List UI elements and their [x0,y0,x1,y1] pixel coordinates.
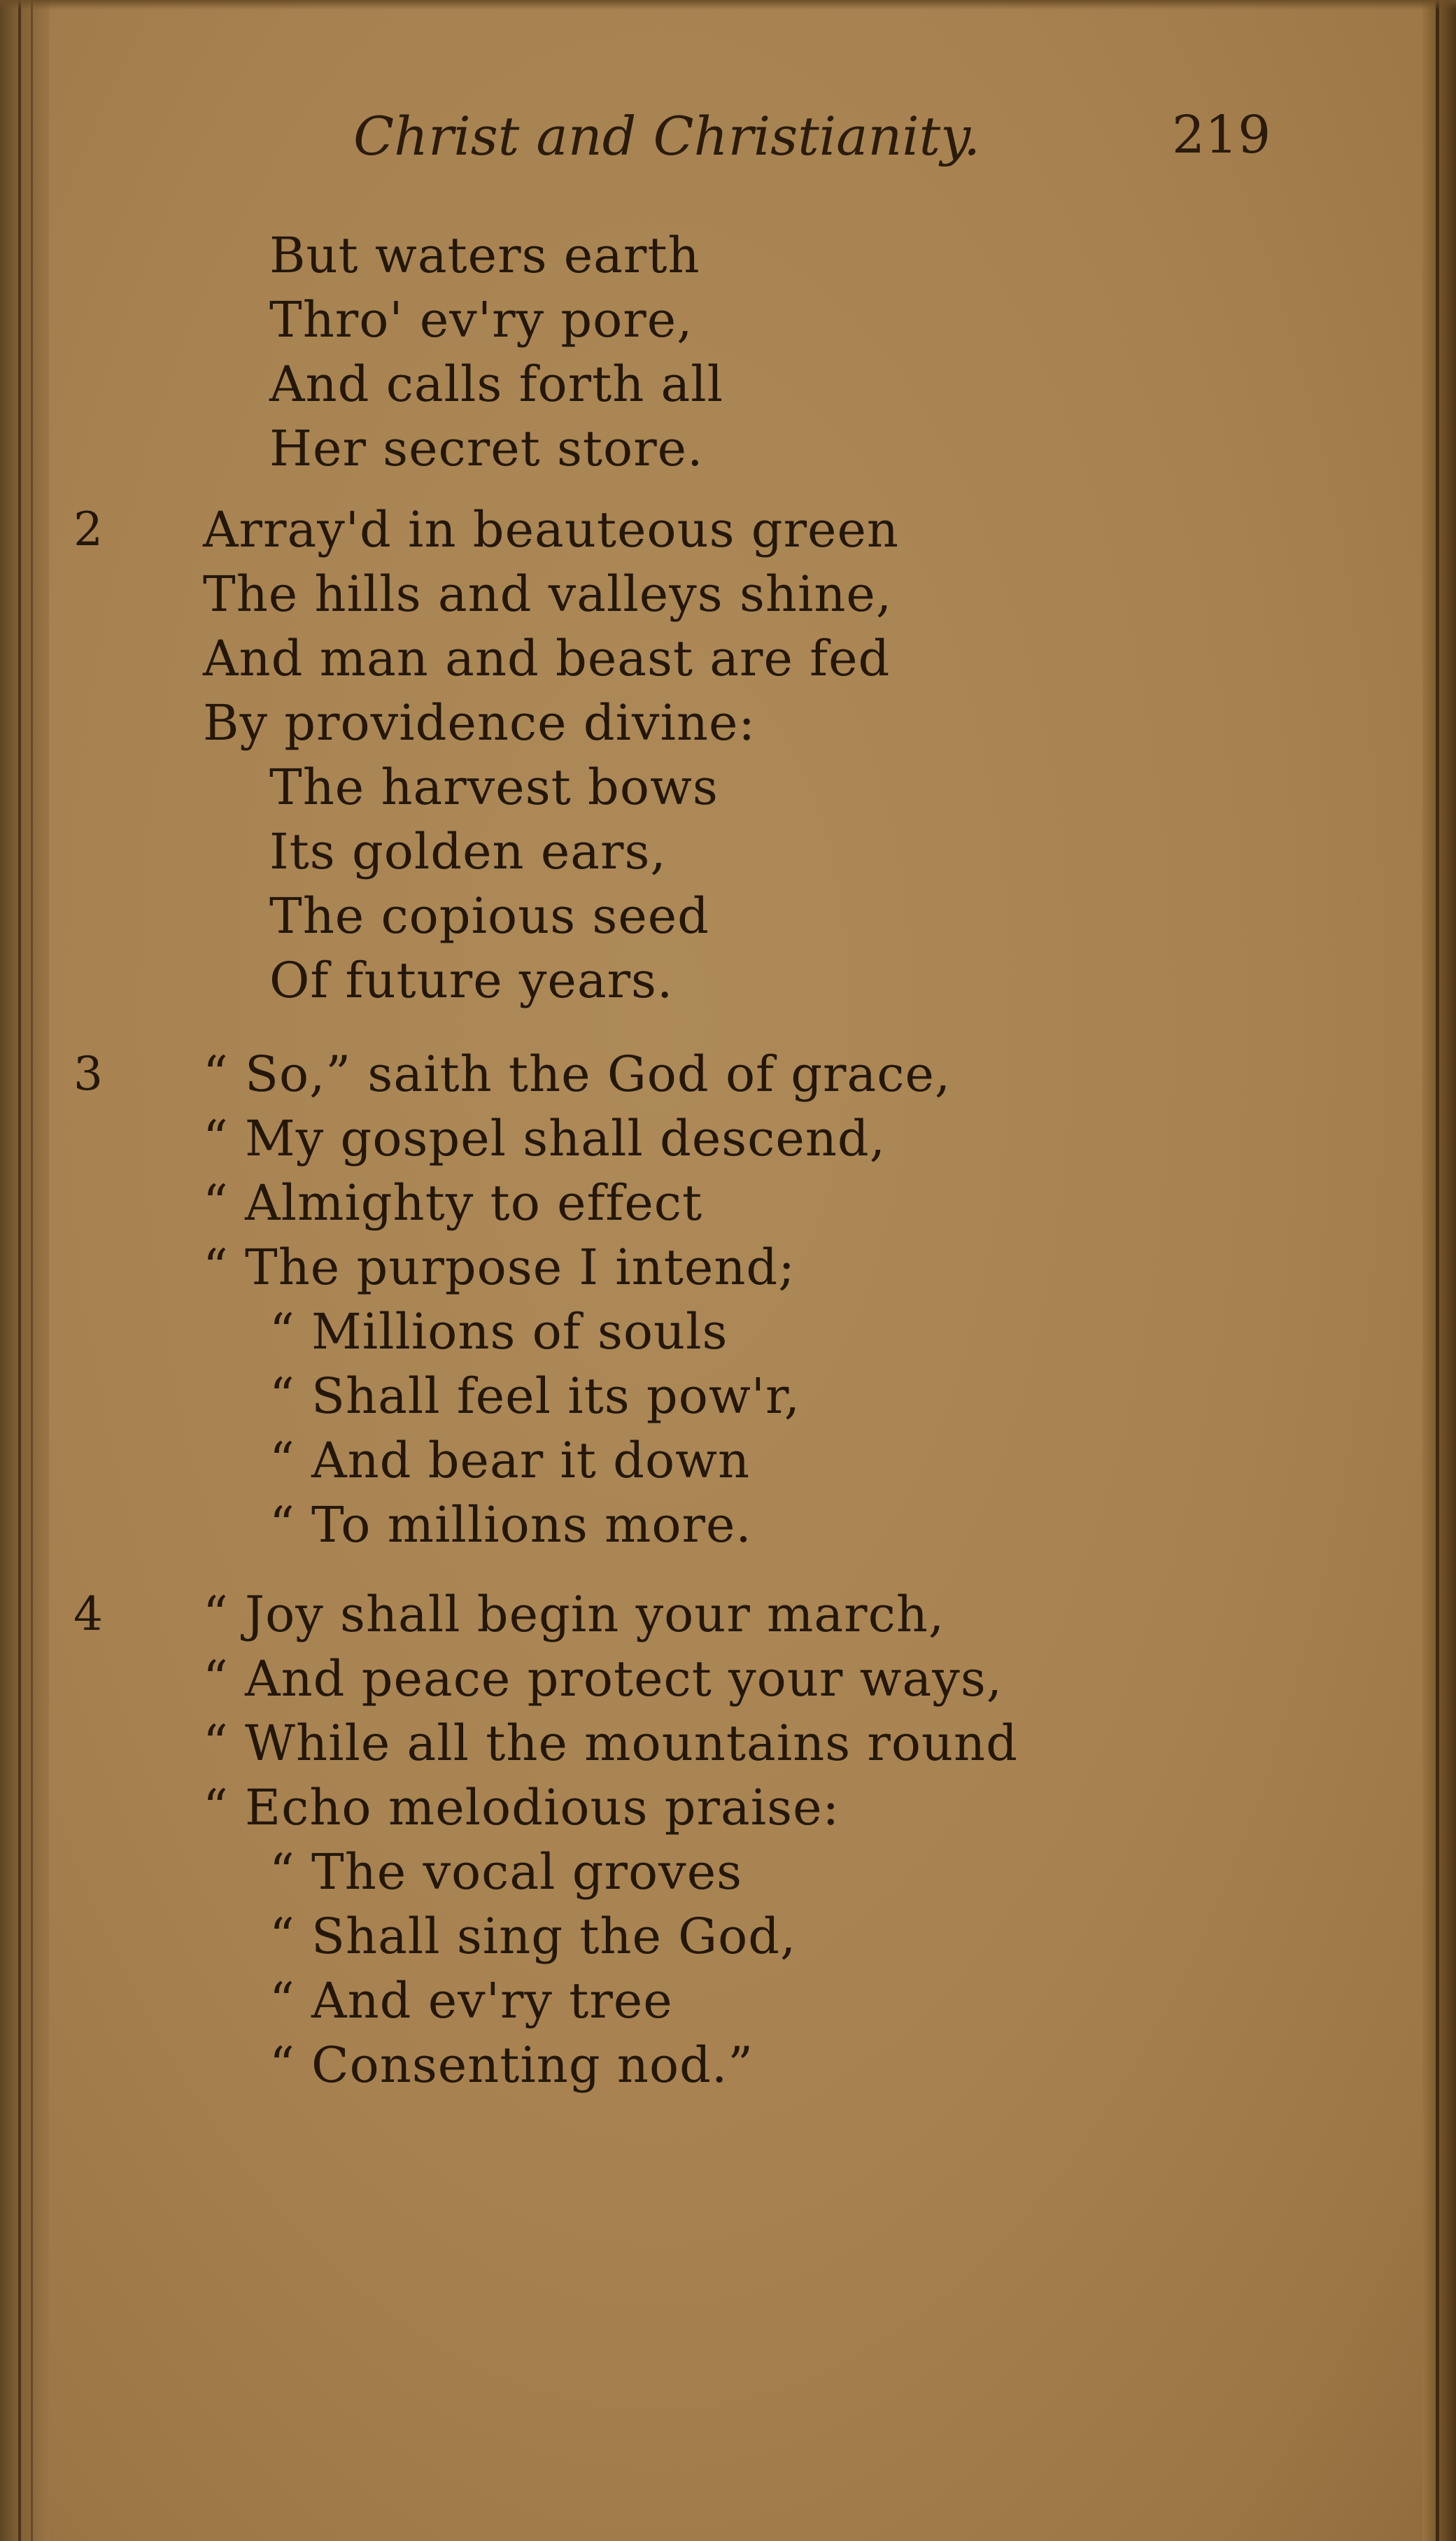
book-spine-edge [0,0,49,2541]
spine-shadow-line [31,0,33,2541]
poem-line: Thro' ev'ry pore, [269,291,693,349]
poem-line: “ The vocal groves [269,1843,743,1901]
page-fore-edge [1422,0,1456,2541]
poem-line: The hills and valleys shine, [203,565,893,623]
poem-line: “ And ev'ry tree [269,1972,673,2029]
verse-number: 3 [73,1047,103,1101]
poem-line: “ And bear it down [269,1432,751,1489]
page-number: 219 [1172,105,1271,165]
poem-line: “ Millions of souls [269,1303,728,1360]
verse-number: 4 [73,1587,103,1641]
poem-line: The copious seed [269,887,709,945]
verse-number: 2 [73,502,103,556]
poem-line: Its golden ears, [269,823,667,880]
poem-line: Array'd in beauteous green [203,501,899,558]
poem-line: “ To millions more. [269,1496,752,1554]
poem-line: “ Consenting nod.” [269,2036,754,2094]
fore-edge-line [1436,0,1439,2541]
poem-line: By providence divine: [203,694,756,752]
poem-line: “ Echo melodious praise: [203,1779,840,1836]
poem-line: “ Shall feel its pow'r, [269,1367,801,1425]
poem-line: But waters earth [269,227,700,284]
running-title: Christ and Christianity. [353,105,981,167]
poem-line: “ Almighty to effect [203,1174,703,1232]
spine-shadow-line [18,0,21,2541]
poem-line: Her secret store. [269,420,704,477]
page-top-edge [0,0,1456,10]
poem-line: “ While all the mountains round [203,1715,1018,1772]
poem-line: “ Joy shall begin your march, [203,1586,945,1643]
poem-line: “ Shall sing the God, [269,1908,797,1965]
poem-line: And calls forth all [269,356,724,413]
poem-line: “ And peace protect your ways, [203,1650,1003,1708]
poem-line: The harvest bows [269,759,719,816]
poem-line: Of future years. [269,952,674,1009]
poem-line: “ My gospel shall descend, [203,1110,886,1167]
poem-line: “ So,” saith the God of grace, [203,1046,952,1103]
poem-line: “ The purpose I intend; [203,1239,796,1296]
poem-line: And man and beast are fed [203,630,891,687]
